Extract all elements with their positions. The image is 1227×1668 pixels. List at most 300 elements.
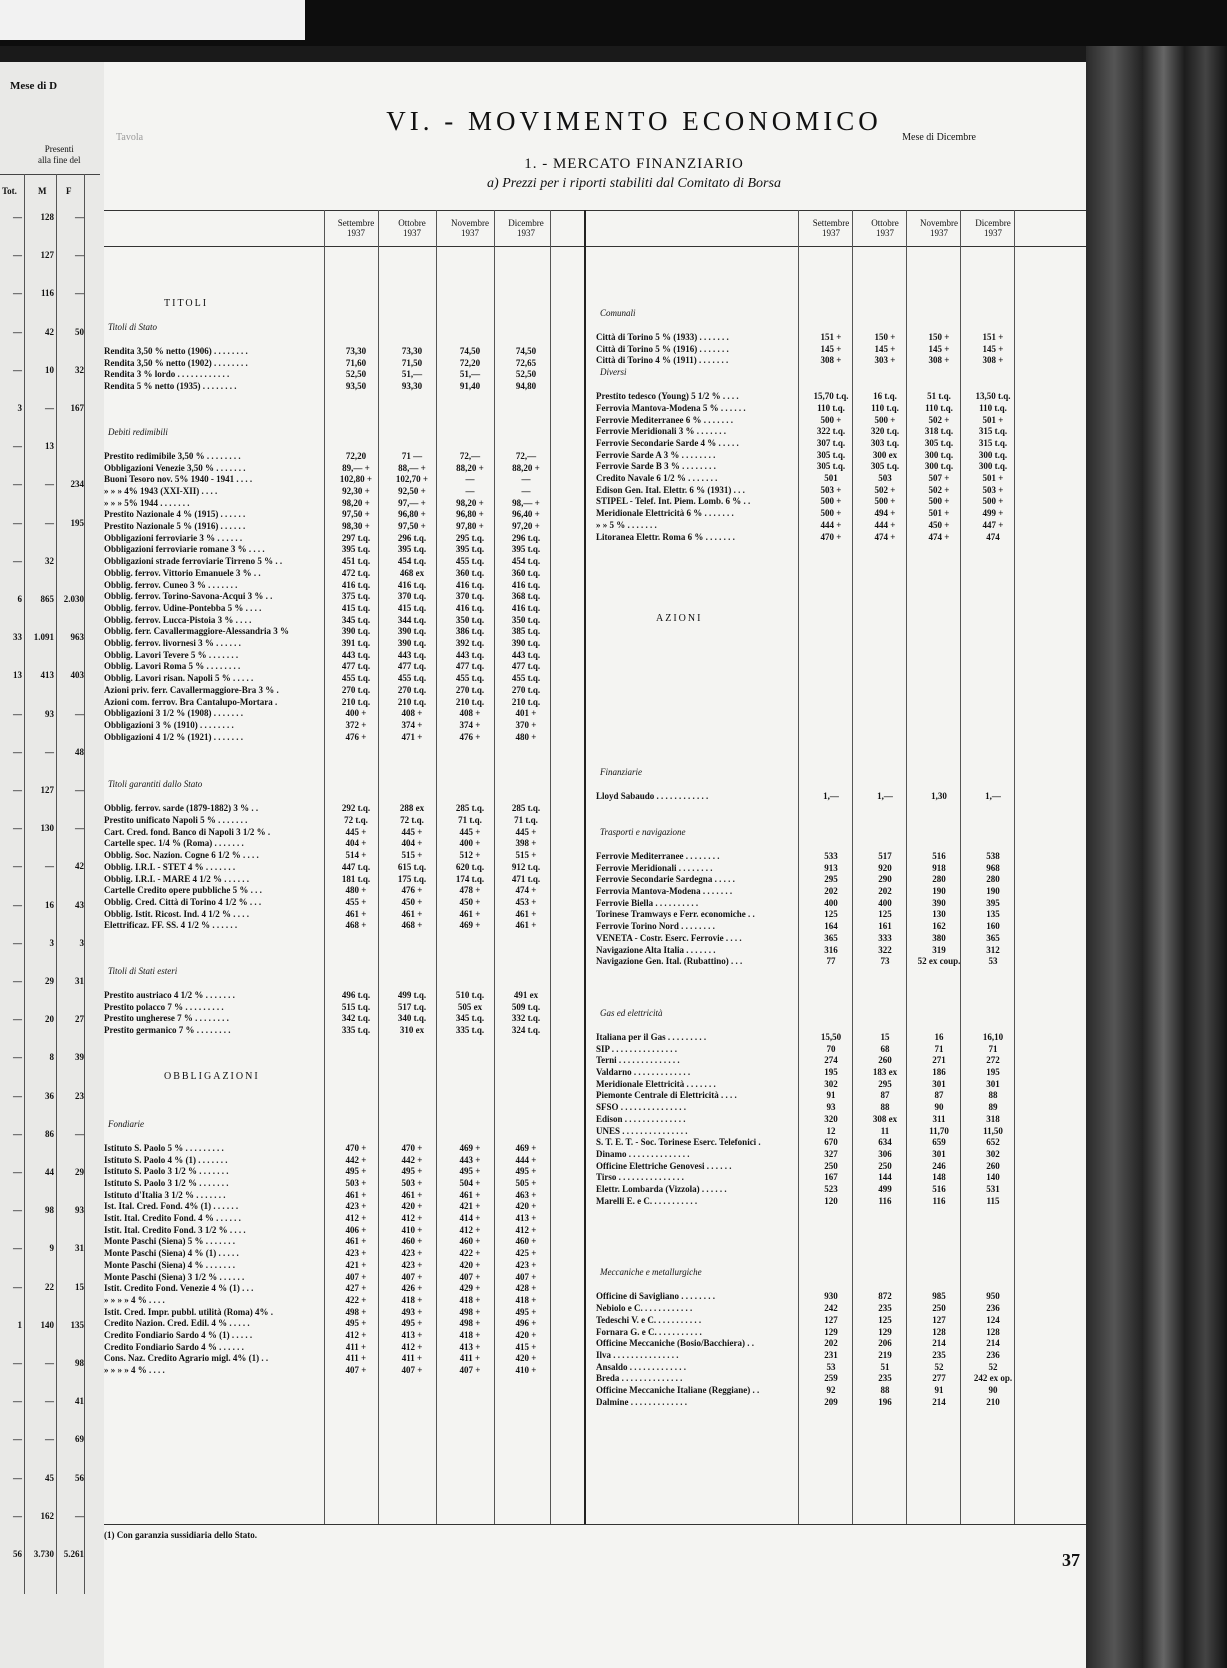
- right-col-header-year: 1937: [876, 228, 894, 238]
- right_sections-row-value: 380: [932, 932, 946, 943]
- footnote: (1) Con garanzia sussidiaria dello Stato.: [104, 1530, 258, 1540]
- left-strip-f: —: [75, 250, 84, 261]
- left_sections-row-value: 495 +: [515, 1166, 537, 1177]
- right_sections-row: [596, 1055, 1014, 1066]
- left_sections-row-value: 72 t.q.: [344, 815, 368, 825]
- left_sections-row-value: 74,50: [515, 346, 537, 356]
- left-vline-1: [24, 174, 25, 1594]
- left_sections-row-value: 390 t.q.: [341, 626, 371, 637]
- right_sections-row-value: 500 +: [982, 496, 1004, 507]
- right_sections-row: [596, 1137, 1014, 1148]
- left_sections-row-value: 395 t.q.: [455, 544, 485, 555]
- left_sections-row-value: 414 +: [459, 1213, 481, 1223]
- left-strip-tot: —: [13, 1281, 22, 1292]
- left_sections-row-value: 415 +: [515, 1341, 537, 1352]
- left_sections-row-value: 461 +: [401, 908, 423, 919]
- right_sections-row-value: 162: [932, 921, 946, 932]
- left-strip-row: [0, 785, 100, 799]
- right_sections-row: [596, 1350, 1014, 1361]
- page-title: VI. - MOVIMENTO ECONOMICO: [386, 106, 882, 136]
- right_sections-row: [596, 473, 1014, 484]
- left_sections-row-value: 97,50 +: [342, 509, 370, 520]
- left_sections-row-label: Obblig. Lavori Tevere 5 % . . . . . . .: [104, 649, 239, 660]
- right_sections-row-label: Lloyd Sabaudo . . . . . . . . . . . .: [596, 791, 709, 802]
- left_sections-row-value: 496 t.q.: [341, 990, 371, 1000]
- right_sections-row-value: 985: [932, 1291, 946, 1302]
- left_sections-row-value: 426 +: [401, 1283, 423, 1294]
- left_sections-row-value: 411 +: [459, 1353, 481, 1364]
- right_sections-row-value: 110 t.q.: [817, 402, 845, 413]
- left_sections-row-value: 460 +: [459, 1236, 481, 1247]
- left_sections-section-title: Titoli di Stati esteri: [108, 966, 178, 976]
- section-subtitle: a) Prezzi per i riporti stabiliti dal Comitato di Borsa: [487, 176, 781, 191]
- right_sections-row-value: 652: [986, 1137, 1000, 1148]
- left-col-header-year: 1937: [347, 228, 365, 238]
- right_sections-row: [596, 1397, 1014, 1408]
- right_sections-row-value: 127: [824, 1314, 838, 1325]
- left_sections-row: [104, 708, 550, 719]
- right_sections-row-value: 214: [932, 1338, 946, 1349]
- left_sections-row-label: Cart. Cred. fond. Banco di Napoli 3 1/2 % .: [104, 826, 271, 837]
- left-strip-m: —: [45, 479, 54, 490]
- left_sections-row: [104, 815, 550, 826]
- right_sections-row-value: 52: [934, 1361, 944, 1372]
- right_sections-row-label: Prestito tedesco (Young) 5 1/2 % . . . .: [596, 391, 739, 402]
- left_sections-row-value: 404 +: [401, 838, 423, 849]
- left_sections-row: [104, 661, 550, 672]
- left-strip-f: 5.261: [63, 1549, 84, 1559]
- left-strip-tot: —: [13, 1243, 22, 1254]
- left_sections-row: [104, 720, 550, 731]
- right_sections-row-value: 400: [824, 897, 838, 908]
- left_sections-row-value: 72,—: [459, 450, 481, 461]
- right_sections-row-value: 242: [824, 1303, 838, 1314]
- right_sections-row-value: 315 t.q.: [978, 426, 1008, 437]
- right_sections-row-value: 474 +: [928, 531, 950, 542]
- right_sections-row-value: 950: [986, 1291, 1000, 1302]
- left_sections-row-label: Monte Paschi (Siena) 5 % . . . . . . .: [104, 1236, 235, 1247]
- left-strip-m: —: [45, 746, 54, 757]
- left_sections-row-label: Obblig. ferrov. Udine-Pontebba 5 % . . . .: [104, 602, 262, 613]
- left-strip-f: —: [75, 785, 84, 795]
- right_sections-row-value: 88: [880, 1385, 890, 1395]
- left-strip-header: Mese di D: [10, 80, 58, 92]
- right_sections-row-value: 110 t.q.: [979, 402, 1007, 413]
- left_sections-row-value: 615 t.q.: [397, 861, 427, 872]
- right_sections-row-value: 320: [824, 1113, 838, 1124]
- right_sections-row-value: 501 +: [982, 414, 1004, 425]
- left_sections-section-title: TITOLI: [164, 298, 209, 309]
- left_sections-row-value: 332 t.q.: [511, 1013, 541, 1024]
- right_sections-row-value: 523: [824, 1184, 838, 1194]
- right_sections-row-label: Officine Meccaniche Italiane (Reggiane) . .: [596, 1385, 760, 1395]
- right_sections-row-label: Ferrovie Meridionali 3 % . . . . . . .: [596, 426, 727, 437]
- right_sections-row-value: 87: [934, 1090, 944, 1101]
- left-strip-m: 127: [40, 250, 54, 261]
- left_sections-row-value: 476 +: [459, 731, 481, 742]
- left-strip-row: [0, 823, 100, 837]
- left_sections-row-label: Prestito ungherese 7 % . . . . . . . .: [104, 1013, 229, 1024]
- left-strip-subheader-line2: alla fine del: [38, 155, 81, 165]
- left_sections-row-value: 392 t.q.: [455, 638, 485, 648]
- left_sections-row-value: 395 t.q.: [397, 544, 427, 555]
- left_sections-row-value: 340 t.q.: [397, 1013, 427, 1024]
- right_sections-row-label: Ferrovie Sarde A 3 % . . . . . . . .: [596, 449, 716, 460]
- left-strip-subheader: [38, 144, 80, 166]
- right_sections-row-value: 160: [986, 921, 1000, 932]
- left-strip-row: [0, 976, 100, 990]
- left_sections-row-value: 445 +: [401, 826, 423, 837]
- header-rule-top: [104, 210, 1086, 211]
- left-strip-row: [0, 1014, 100, 1028]
- right_sections-row-value: 1,30: [931, 791, 947, 802]
- right_sections-row-value: 913: [824, 862, 838, 873]
- left-strip-m: 22: [45, 1281, 54, 1292]
- right_sections-row-label: Elettr. Lombarda (Vizzola) . . . . . .: [596, 1184, 727, 1194]
- right_sections-row-value: 501: [824, 473, 838, 483]
- left-vline-3: [84, 174, 85, 1594]
- right_sections-row-value: 318: [986, 1113, 1000, 1124]
- right_sections-row: [596, 909, 1014, 920]
- left_sections-row-value: 401 +: [515, 708, 537, 719]
- left_sections-row: [104, 862, 550, 873]
- left-strip-tot: —: [13, 441, 22, 452]
- left_sections-row-label: Istit. Credito Fond. Venezie 4 % (1) . . .: [104, 1283, 254, 1294]
- right_sections-row-value: 918: [932, 862, 946, 873]
- right_sections-row-value: 303 +: [874, 355, 896, 366]
- left-strip-row: [0, 632, 100, 646]
- right_sections-row-label: Ferrovia Mantova-Modena 5 % . . . . . .: [596, 402, 746, 413]
- left_sections-row-value: 476 +: [345, 731, 367, 742]
- left_sections-row-value: 345 t.q.: [341, 614, 371, 625]
- right_sections-row-value: 190: [986, 886, 1000, 896]
- left_sections-row-value: 477 t.q.: [511, 661, 541, 672]
- left_sections-row-label: Prestito polacco 7 % . . . . . . . . .: [104, 1001, 224, 1012]
- left-strip-tot: —: [13, 1128, 22, 1139]
- left_sections-row-value: 210 t.q.: [455, 696, 485, 707]
- left_sections-row-value: 71 —: [401, 450, 423, 461]
- right_sections-row-value: 444 +: [874, 519, 896, 530]
- left_sections-row-value: 72,—: [515, 450, 537, 461]
- left-strip-m: 3: [49, 937, 54, 948]
- right_sections-row-value: 538: [986, 850, 1000, 861]
- left_sections-row-value: 474 +: [515, 885, 537, 896]
- left_sections-row-value: 415 t.q.: [341, 602, 371, 613]
- left_sections-row: [104, 626, 550, 637]
- left-strip-row: [0, 670, 100, 684]
- right_sections-row-label: Ansaldo . . . . . . . . . . . . .: [596, 1361, 687, 1372]
- left_sections-row-label: Rendita 5 % netto (1935) . . . . . . . .: [104, 381, 237, 392]
- left-strip-m: 13: [45, 441, 54, 452]
- left-strip-f: 29: [75, 1167, 84, 1177]
- left-strip-tot: —: [13, 1167, 22, 1177]
- left-strip-m: 128: [40, 212, 54, 222]
- left_sections-row-label: Obbligazioni ferroviarie 3 % . . . . . .: [104, 532, 243, 543]
- left-strip-f: —: [75, 288, 84, 299]
- left_sections-row-value: 416 t.q.: [397, 579, 427, 590]
- left_sections-row-value: 495 +: [345, 1318, 367, 1329]
- right_sections-row: [596, 438, 1014, 449]
- right_sections-row: [596, 956, 1014, 967]
- right_sections-row: [596, 1196, 1014, 1207]
- right_sections-row-value: 327: [824, 1148, 838, 1159]
- left_sections-row-label: Obblig. I.R.I. - MARE 4 1/2 % . . . . . .: [104, 873, 250, 884]
- left_sections-row-label: Prestito germanico 7 % . . . . . . . .: [104, 1025, 231, 1036]
- left_sections-row-value: 496 +: [515, 1318, 537, 1329]
- left_sections-row-value: 421 +: [459, 1201, 481, 1212]
- right_sections-row-value: 144: [878, 1172, 892, 1183]
- right_sections-row-label: Marelli E. e C. . . . . . . . . . .: [596, 1195, 698, 1206]
- left_sections-row: [104, 498, 550, 509]
- right_sections-row-value: 214: [986, 1338, 1000, 1349]
- right_sections-row-value: 73: [880, 956, 890, 967]
- left_sections-row-value: 420 +: [515, 1201, 537, 1212]
- left_sections-row: [104, 897, 550, 908]
- left_sections-row-value: 350 t.q.: [511, 614, 541, 625]
- right_sections-row-value: 125: [878, 1314, 892, 1325]
- left-strip-row: [0, 900, 100, 914]
- left_sections-row-value: 498 +: [459, 1306, 481, 1317]
- right_sections-row: [596, 461, 1014, 472]
- right-col-header: [912, 218, 966, 238]
- right_sections-row-value: 300 t.q.: [978, 461, 1008, 472]
- right_sections-row-value: 1,—: [877, 791, 893, 802]
- left_sections-row-value: 454 t.q.: [511, 556, 541, 567]
- left_sections-row-value: 442 +: [401, 1154, 423, 1165]
- right_sections-row-value: 500 +: [820, 496, 842, 507]
- left_sections-row-value: 495 +: [345, 1166, 367, 1177]
- left-strip-f: 2.030: [63, 594, 84, 604]
- right_sections-row-value: 305 t.q.: [870, 461, 900, 472]
- right_sections-row-value: 88: [988, 1090, 998, 1101]
- right_sections-row-value: 308 +: [820, 355, 842, 366]
- left-strip-f: 195: [70, 517, 84, 528]
- left_sections-row-value: 391 t.q.: [341, 638, 371, 648]
- right_sections-row-label: Nebiolo e C. . . . . . . . . . . .: [596, 1303, 693, 1314]
- right_sections-row-value: 320 t.q.: [870, 426, 900, 437]
- left_sections-row: [104, 909, 550, 920]
- left_sections-row-value: 270 t.q.: [397, 684, 427, 695]
- right_sections-row-label: Fornara G. e C. . . . . . . . . . .: [596, 1326, 702, 1337]
- right_sections-row-value: 150 +: [928, 332, 950, 342]
- right_sections-row-value: 209: [824, 1396, 838, 1407]
- right_sections-row-value: 311: [932, 1113, 946, 1124]
- left_sections-row: [104, 885, 550, 896]
- right_sections-row-value: 71: [934, 1043, 944, 1054]
- right_sections-row: [596, 520, 1014, 531]
- left_sections-row: [104, 874, 550, 885]
- left_sections-row: [104, 1166, 550, 1177]
- right_sections-row-value: 235: [878, 1373, 892, 1384]
- left-strip-m: —: [45, 403, 54, 413]
- left-strip-row: [0, 479, 100, 493]
- left-strip-tot: —: [13, 823, 22, 834]
- left_sections-row-label: Prestito austriaco 4 1/2 % . . . . . . .: [104, 990, 235, 1000]
- left_sections-row-value: 504 +: [459, 1177, 481, 1188]
- left_sections-row-label: Istituto S. Paolo 5 % . . . . . . . . .: [104, 1142, 224, 1153]
- left_sections-row-value: 469 +: [459, 1142, 481, 1153]
- left_sections-row-value: 97,50 +: [398, 521, 426, 531]
- right_sections-row: [596, 355, 1014, 366]
- right_sections-row: [596, 1315, 1014, 1326]
- left_sections-row-label: Istit. Cred. Impr. pubbl. utilità (Roma) 4% .: [104, 1306, 274, 1317]
- left-strip-f: 27: [75, 1014, 84, 1025]
- left-strip-row: [0, 1320, 100, 1334]
- left_sections-row-value: 400 +: [345, 708, 367, 719]
- left_sections-row-label: Buoni Tesoro nov. 5% 1940 - 1941 . . . .: [104, 474, 253, 485]
- left_sections-row-value: 374 +: [401, 719, 423, 730]
- right_sections-row-value: 500 +: [874, 414, 896, 425]
- left_sections-row-value: 210 t.q.: [341, 696, 371, 707]
- left_sections-row: [104, 603, 550, 614]
- left-strip-f: —: [75, 1510, 84, 1521]
- left_sections-row-value: 350 t.q.: [455, 614, 485, 625]
- right_sections-row-value: 272: [986, 1055, 1000, 1066]
- left_sections-row-label: Istituto S. Paolo 4 % (1) . . . . . . .: [104, 1154, 228, 1165]
- right_sections-row-value: 87: [880, 1090, 890, 1101]
- left_sections-row-value: 175 t.q.: [397, 873, 427, 884]
- left_sections-row-value: 368 t.q.: [511, 591, 541, 602]
- left_sections-row: [104, 486, 550, 497]
- left_sections-section-title: Fondiarie: [108, 1118, 144, 1129]
- right_sections-row-value: 15,70 t.q.: [813, 391, 849, 402]
- left_sections-row-value: 470 +: [401, 1142, 423, 1153]
- left_sections-row-value: 385 t.q.: [511, 626, 541, 637]
- left_sections-row-label: Obblig. ferrov. Vittorio Emanuele 3 % . .: [104, 567, 261, 578]
- left-strip-row: [0, 1091, 100, 1105]
- left-strip-f: 3: [79, 937, 84, 948]
- right_sections-row-value: 290: [878, 874, 892, 885]
- left_sections-row-value: 72,20: [345, 450, 367, 461]
- right_sections-row: [596, 1362, 1014, 1373]
- left-strip-f: 39: [75, 1052, 84, 1063]
- right_sections-row: [596, 1102, 1014, 1113]
- right_sections-section-title: AZIONI: [656, 613, 703, 625]
- left-strip-m: 8: [49, 1052, 54, 1063]
- right_sections-row-value: 116: [878, 1195, 892, 1206]
- left_sections-row-value: 421 +: [345, 1259, 367, 1270]
- right_sections-row-value: 308 +: [928, 355, 950, 366]
- right_sections-row-value: 450 +: [928, 519, 950, 530]
- right_sections-row: [596, 851, 1014, 862]
- previous-page-strip: [0, 62, 104, 1668]
- left_sections-row-value: 412 +: [401, 1213, 423, 1223]
- right-col-header: [858, 218, 912, 238]
- right_sections-row-value: 300 ex: [872, 449, 898, 460]
- right_sections-row-label: » » 5 % . . . . . . .: [596, 519, 657, 530]
- left-strip-row: [0, 938, 100, 952]
- right_sections-row-value: 447 +: [982, 519, 1004, 530]
- left_sections-row-value: 420 +: [459, 1259, 481, 1270]
- left_sections-row: [104, 580, 550, 591]
- left-col-tot: Tot.: [2, 186, 17, 196]
- left_sections-row: [104, 1248, 550, 1259]
- left_sections-row-value: 442 +: [345, 1154, 367, 1165]
- right_sections-row-label: Dalmine . . . . . . . . . . . . .: [596, 1396, 687, 1407]
- document-page: [104, 62, 1086, 1668]
- right_sections-row-label: Litoranea Elettr. Roma 6 % . . . . . . .: [596, 531, 735, 542]
- left-strip-m: 86: [45, 1128, 54, 1139]
- left_sections-row-value: 461 +: [401, 1189, 423, 1200]
- right_sections-row-value: 502 +: [874, 484, 896, 495]
- right_sections-row-value: 125: [878, 909, 892, 920]
- left_sections-row-value: 52,50: [515, 369, 537, 380]
- left-strip-tot: 3: [17, 403, 22, 413]
- left_sections-row-value: 499 t.q.: [397, 990, 427, 1000]
- left_sections-row-label: Obbligazioni strade ferroviarie Tirreno 5 % . .: [104, 556, 283, 567]
- left_sections-row: [104, 1178, 550, 1189]
- center-divider: [584, 210, 586, 1524]
- right_sections-row-value: 260: [986, 1160, 1000, 1171]
- left_sections-row-value: 407 +: [345, 1365, 367, 1376]
- right_sections-row-value: 500 +: [874, 496, 896, 507]
- left_sections-row-value: 495 +: [459, 1166, 481, 1177]
- left_sections-row: [104, 1330, 550, 1341]
- right_sections-row-value: 219: [878, 1349, 892, 1360]
- left_sections-row-value: 443 t.q.: [341, 649, 371, 660]
- right_sections-row-value: 670: [824, 1137, 838, 1148]
- right_sections-row-value: 11,50: [983, 1125, 1003, 1136]
- left_sections-row-value: 407 +: [401, 1365, 423, 1376]
- right_sections-row-value: 502 +: [928, 414, 950, 425]
- left_sections-row-value: 463 +: [515, 1189, 537, 1200]
- left-strip-tot: —: [13, 1510, 22, 1521]
- left_sections-row-value: 498 +: [459, 1318, 481, 1329]
- right_sections-section-title: Comunali: [600, 308, 636, 318]
- left_sections-row: [104, 1295, 550, 1306]
- left_sections-row-value: 297 t.q.: [341, 532, 371, 543]
- left_sections-row-label: Istit. Ital. Credito Fond. 4 % . . . . . .: [104, 1213, 241, 1223]
- left_sections-row-value: 620 t.q.: [455, 861, 485, 872]
- right_sections-row-value: 474 +: [874, 531, 896, 542]
- right-col-header-year: 1937: [822, 228, 840, 238]
- left_sections-row-value: 360 t.q.: [455, 567, 485, 578]
- left_sections-row-value: 455 t.q.: [511, 673, 541, 684]
- left_sections-row-value: 477 t.q.: [455, 661, 485, 672]
- right_sections-row-value: 503 +: [820, 484, 842, 495]
- left-strip-m: —: [45, 1396, 54, 1407]
- right_sections-row-value: 319: [932, 944, 946, 955]
- right_sections-row-value: 300 t.q.: [924, 461, 954, 472]
- left_sections-row: [104, 1260, 550, 1271]
- left_sections-row-value: 310 ex: [399, 1025, 425, 1036]
- left_sections-row: [104, 1002, 550, 1013]
- left-strip-f: 41: [75, 1396, 84, 1407]
- right_sections-row: [596, 1149, 1014, 1160]
- right_sections-row-value: 68: [880, 1043, 890, 1054]
- left_sections-row-value: 461 +: [345, 1189, 367, 1200]
- left_sections-row-value: 412 +: [345, 1330, 367, 1340]
- right_sections-row-label: Ferrovie Secondarie Sardegna . . . . .: [596, 874, 735, 885]
- left-strip-m: 42: [45, 326, 54, 337]
- left_sections-row-value: 416 t.q.: [455, 602, 485, 613]
- left-strip-tot: 1: [17, 1319, 22, 1330]
- left_sections-row-label: Obblig. ferr. Cavallermaggiore-Alessandria 3 %: [104, 626, 289, 637]
- left_sections-row: [104, 568, 550, 579]
- right_sections-row: [596, 1044, 1014, 1055]
- left-strip-tot: —: [13, 250, 22, 261]
- right_sections-section-title: Finanziarie: [600, 767, 642, 778]
- left-strip-f: 50: [75, 326, 84, 337]
- left_sections-row-value: 88,20 +: [456, 462, 484, 473]
- right_sections-row-label: Meridionale Elettricità . . . . . . .: [596, 1078, 716, 1089]
- left-strip-row: [0, 441, 100, 455]
- left-strip-f: 31: [75, 976, 84, 986]
- left-strip-f: 43: [75, 899, 84, 910]
- right-col-header-month: Settembre: [812, 218, 850, 228]
- left_sections-row-value: 470 +: [345, 1142, 367, 1153]
- right_sections-row: [596, 332, 1014, 343]
